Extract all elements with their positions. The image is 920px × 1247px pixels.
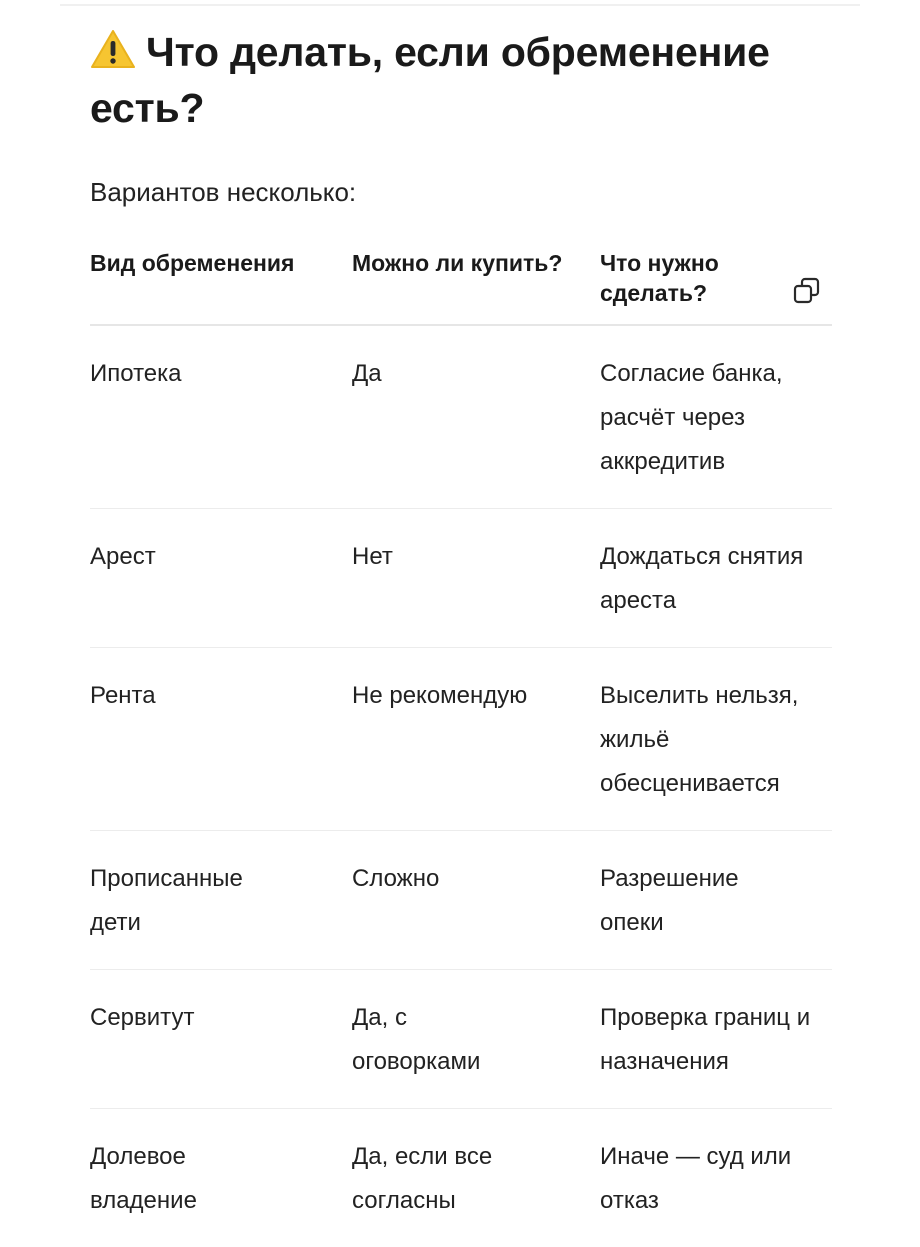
header-what-to-do-label: Что нужно сделать? (600, 248, 780, 308)
intro-text: Вариантов несколько: (90, 174, 356, 210)
cell-type: Прописанные дети (90, 831, 352, 970)
cell-can-buy: Да, если все согласны (352, 1109, 600, 1247)
section-title: Что делать, если обременение есть? (90, 29, 770, 131)
table-row (90, 325, 832, 509)
encumbrance-table-container (90, 246, 832, 1247)
cell-type: Арест (90, 509, 352, 648)
header-encumbrance-type: Вид обременения (90, 246, 352, 325)
cell-type: Рента (90, 648, 352, 831)
cell-can-buy: Да (352, 325, 600, 509)
table-row (90, 1109, 832, 1247)
cell-action: Проверка границ и назначения (600, 970, 832, 1109)
header-can-buy: Можно ли купить? (352, 246, 600, 325)
cell-action: Разрешение опеки (600, 831, 832, 970)
cell-can-buy: Нет (352, 509, 600, 648)
cell-type: Сервитут (90, 970, 352, 1109)
cell-action: Согласие банка, расчёт через аккредитив (600, 325, 832, 509)
cell-can-buy: Сложно (352, 831, 600, 970)
section-heading (90, 24, 850, 136)
cell-action: Дождаться снятия ареста (600, 509, 832, 648)
table-header-row (90, 246, 832, 325)
warning-icon (90, 28, 136, 70)
table-row (90, 509, 832, 648)
cell-can-buy: Да, с оговорками (352, 970, 600, 1109)
table-row (90, 648, 832, 831)
cell-can-buy: Не рекомендую (352, 648, 600, 831)
copy-icon[interactable] (792, 276, 822, 306)
cell-action: Иначе — суд или отказ (600, 1109, 832, 1247)
cell-type: Ипотека (90, 325, 352, 509)
encumbrance-table (90, 246, 832, 1247)
table-row (90, 970, 832, 1109)
cell-type: Долевое владение (90, 1109, 352, 1247)
top-divider (60, 4, 860, 6)
cell-action: Выселить нельзя, жильё обесценивается (600, 648, 832, 831)
table-row (90, 831, 832, 970)
header-what-to-do (600, 246, 832, 325)
